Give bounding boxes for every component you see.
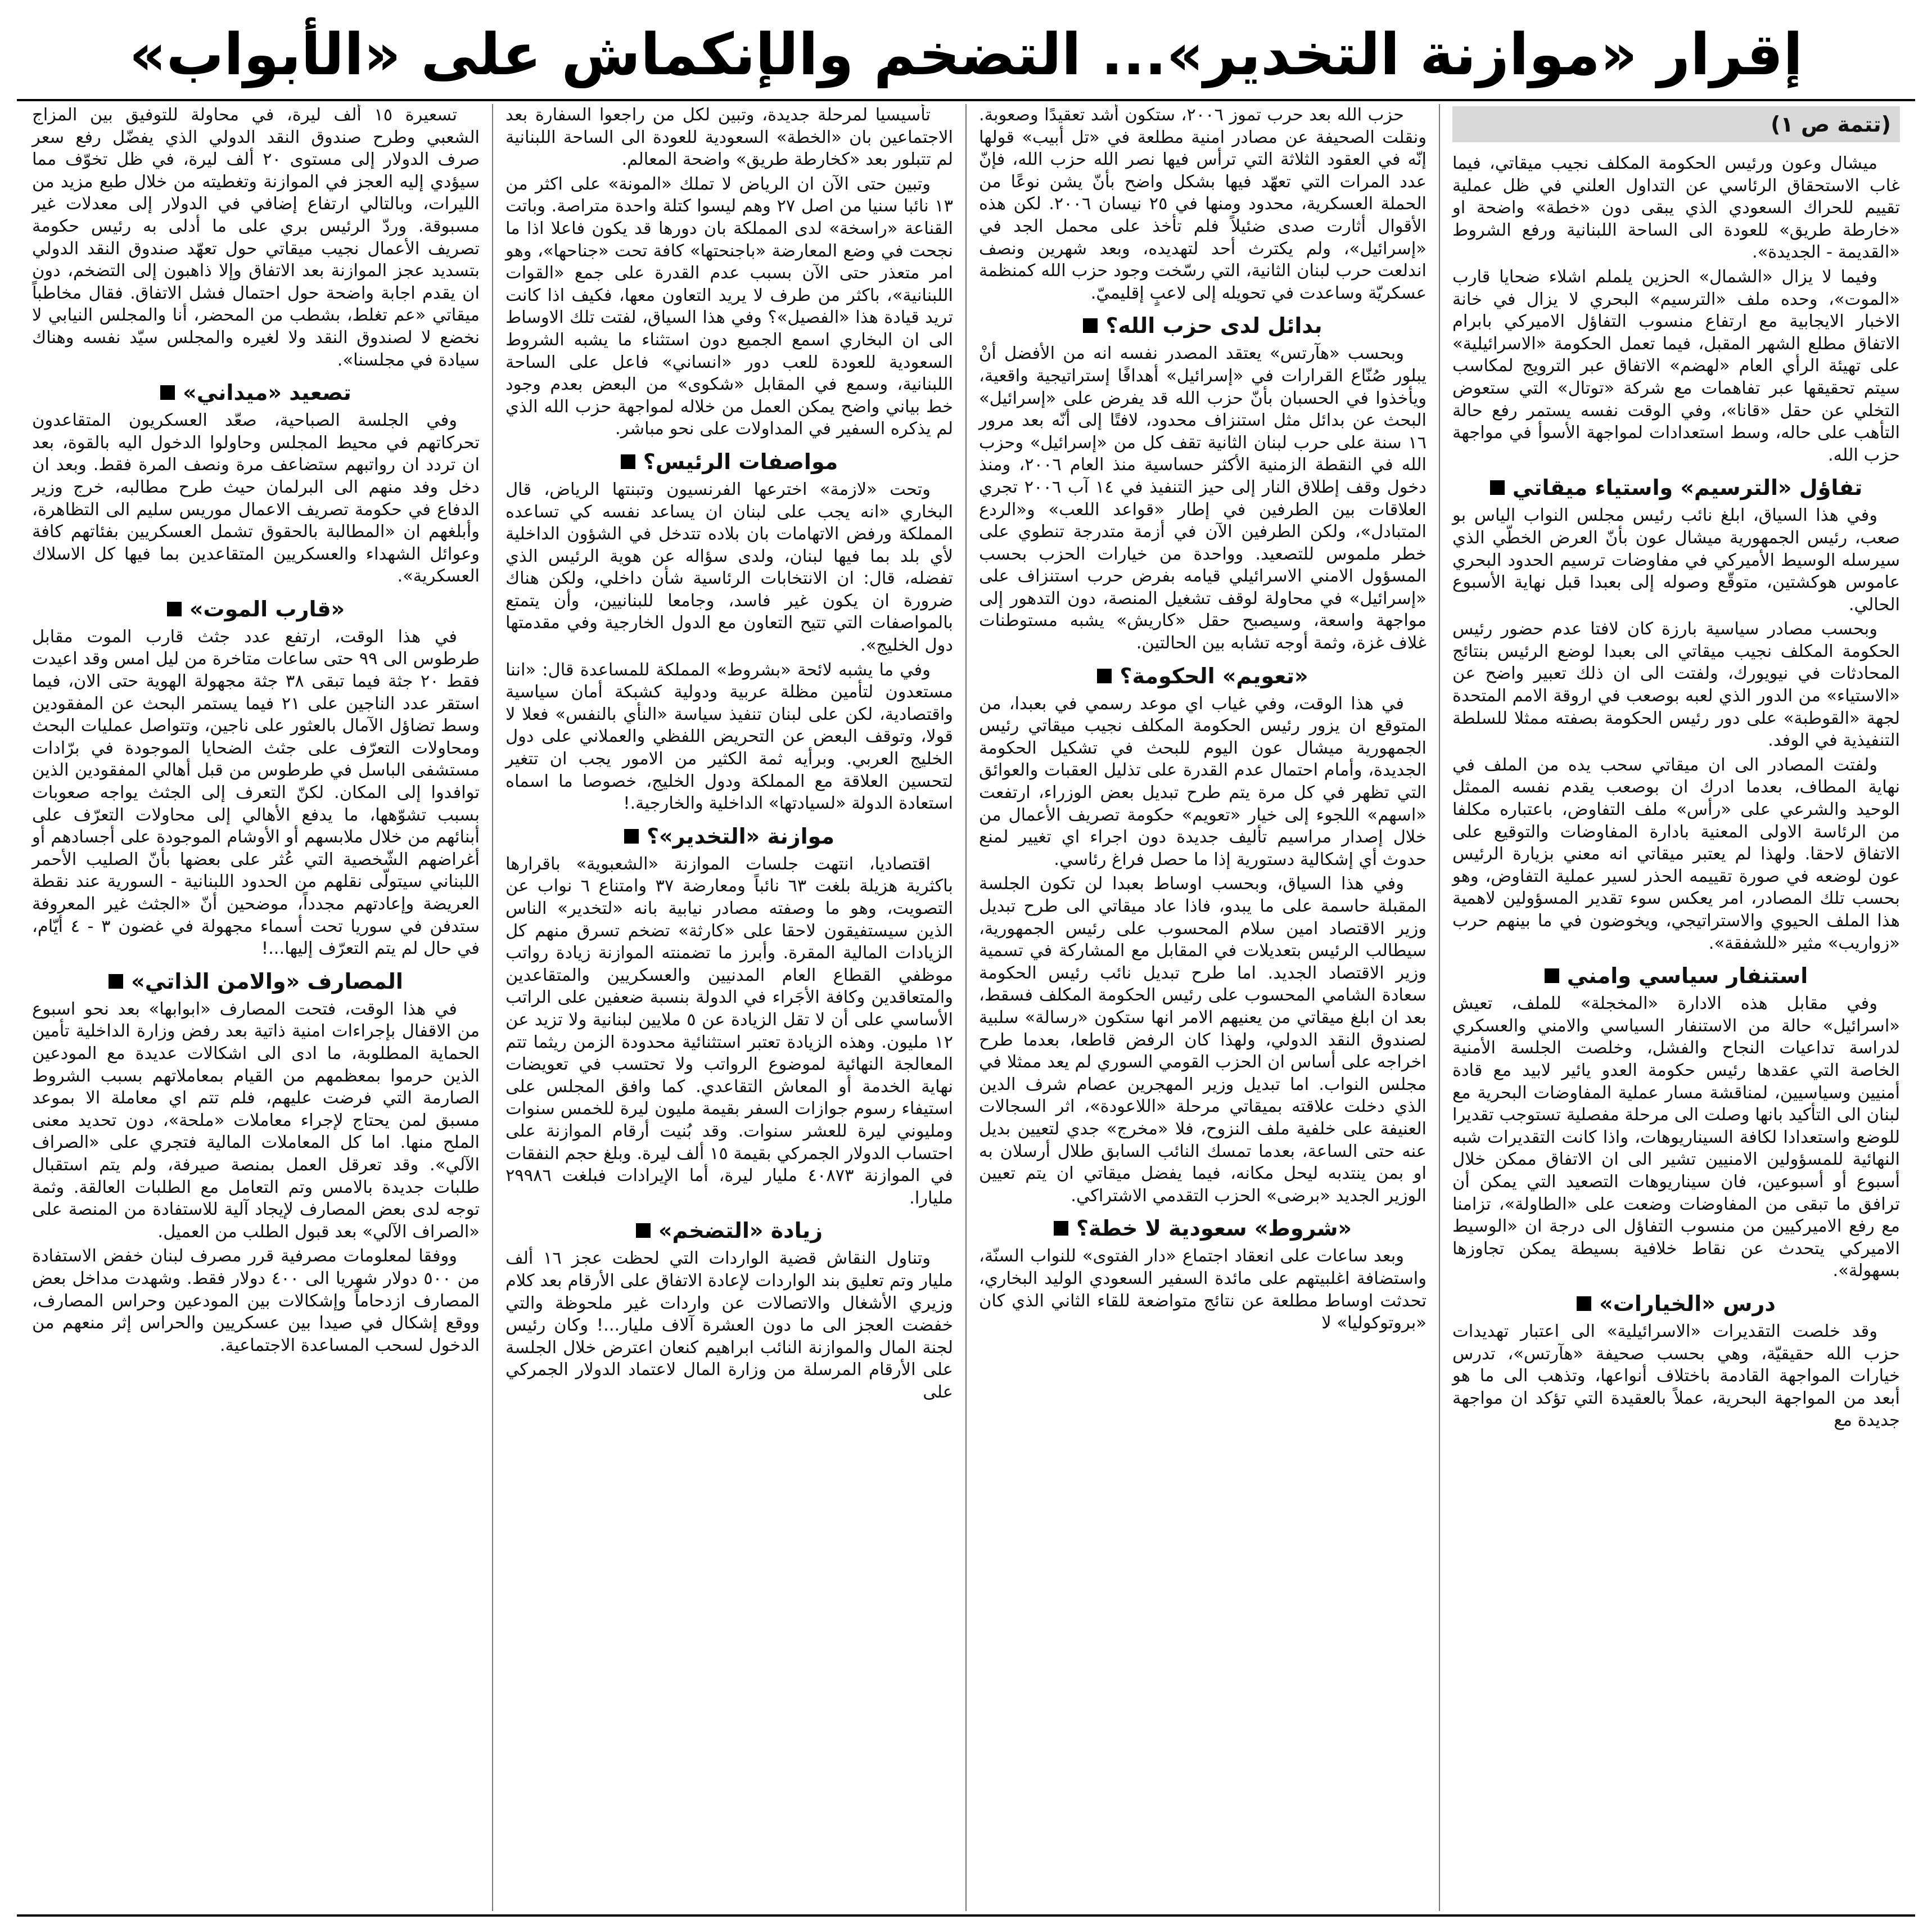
article-column-3 bbox=[492, 104, 965, 1911]
continuation-label: (تتمة ص ١) bbox=[1452, 106, 1900, 142]
subheading-text: زيادة «التضخم» bbox=[658, 1218, 823, 1243]
square-bullet-icon bbox=[1577, 1296, 1591, 1311]
square-bullet-icon bbox=[1054, 1221, 1068, 1236]
page-headline: إقرار «موازنة التخدير»... التضخم والإنكماش على «الأبواب» bbox=[129, 21, 1803, 88]
square-bullet-icon bbox=[636, 1223, 651, 1238]
article-paragraph: وفي هذا السياق، ابلغ نائب رئيس مجلس النواب الياس بو صعب، رئيس الجمهورية ميشال عون بأنّ العرض الخطّي الذي سيرسله الوسيط الأميركي في مفاوضات ترسيم الحدود البحري عاموس هوكشتين، متوقّع وصوله إلى بعبدا قبل نهاية الأسبوع الحالي. bbox=[1452, 506, 1900, 615]
subheading-text: استنفار سياسي وامني bbox=[1567, 963, 1808, 989]
article-paragraph: اقتصاديا، انتهت جلسات الموازنة «الشعبوية» باقرارها باكثرية هزيلة بلغت ٦٣ نائباً ومعارضة ٣٧ وامتناع ٦ نواب عن التصويت، وهو ما وصفته مصادر نيابية بانه «لتخدير» الناس الذين سيستفيقون لاحقا على «كارثة» تضخم تسرق منهم كل الزيادات المالية المقرة. وأبرز ما تضمنته الموازنة زيادة رواتب موظفي القطاع العام المدنيين والعسكريين والمتقاعدين والمتعاقدين وكافة الأجَراء في الدولة بنسبة ضعفين على الراتب الأساسي على أن لا تقل الزيادة عن ٥ ملايين لبنانية ولا تزيد عن ١٢ مليون. وهذه الزيادة تعتبر استثنائية محدودة الزمن ريثما تتم المعالجة النهائية لموضوع الرواتب ولا تحتسب في تعويضات نهاية الخدمة أو المعاش التقاعدي. كما وافق المجلس على استيفاء رسوم جوازات السفر بقيمة مليون ليرة للخمس سنوات ومليوني ليرة للعشر سنوات. وقد بُنيت أرقام الموازنة على احتساب الدولار الجمركي بقيمة ١٥ ألف ليرة. وبلغ حجم النفقات في الموازنة ٤٠٨٧٣ مليار ليرة، أما الإيرادات فبلغت ٢٩٩٨٦ مليارا. bbox=[505, 854, 953, 1208]
subheading-text: تفاؤل «الترسيم» واستياء ميقاتي bbox=[1512, 475, 1863, 501]
square-bullet-icon bbox=[624, 829, 639, 844]
article-paragraph: وتحت «لازمة» اخترعها الفرنسيون وتبنتها الرياض، قال البخاري «انه يجب على لبنان ان يساعد نفسه كي تساعده المملكة ورفض الاتهامات بان بلاده تتدخل في الشؤون الداخلية لأي بلد بما فيها لبنان، ولدى سؤاله عن هوية الرئيس الذي تفضله، قال: ان الانتخابات الرئاسية شأن داخلي، ولكن هناك ضرورة ان يكون غير فاسد، وجامعا للبنانيين، وأن يتمتع بالمواصفات التي تتيح التعاون مع الدول الخارجية وفي مقدمتها دول الخليج». bbox=[505, 479, 953, 656]
subheading-text: درس «الخيارات» bbox=[1599, 1291, 1776, 1316]
article-paragraph: وفي ما يشبه لائحة «بشروط» المملكة للمساعدة قال: «اننا مستعدون لتأمين مظلة عربية ودولية كشبكة أمان سياسية واقتصادية، لكن على لبنان تنفيذ سياسة «النأي بالنفس» فعلا لا قولا، وتوقف البعض عن التحريض اللفظي والعملاني على دول الخليج العربي. وبرأيه ثمة الكثير من الامور يجب ان تتغير لتحسين العلاقة مع المملكة ودول الخليج، خصوصا ما اسماه استعادة الدولة «لسيادتها» الداخلية والخارجية.! bbox=[505, 660, 953, 814]
subheading-text: مواصفات الرئيس؟ bbox=[643, 449, 838, 474]
section-subheading bbox=[505, 1218, 953, 1243]
article-paragraph: وبحسب «هآرتس» يعتقد المصدر نفسه انه من الأفضل أنْ يبلور صُنّاع القرارات في «إسرائيل» أهدافًا إستراتيجية واقعية، ويأخذوا في الحسبان بأنّ حزب الله قد يفرض على «إسرائيل» البحث عن بدائل مثل استنزاف محدود، لافتًا إلى أنّه بعد مرور ١٦ سنة على حرب لبنان الثانية تقف كل من «إسرائيل» وحزب الله في النقطة الزمنية الأكثر حساسية منذ العام ٢٠٠٦، ومنذ دخول وقف إطلاق النار إلى حيز التنفيذ في ١٤ آب ٢٠٠٦ تجري العلاقات بين الطرفين في إطار «قواعد اللعب» و«الردع المتبادل»، ولكن الطرفين الآن في أزمة متدرجة تنطوي على خطر ملموس للتصعيد. وواحدة من خيارات الحزب بحسب المسؤول الامني الاسرائيلي قيامه بفرض حرب استنزاف على «إسرائيل» في محاولة لوقف تشغيل المنصة، دون التدهور إلى مواجهة واسعة، وسيصبح حقل «كاريش» يشبه مستوطنات غلاف غزة، وثمة أوجه تشابه بين الحالتين. bbox=[979, 344, 1427, 653]
square-bullet-icon bbox=[109, 974, 123, 989]
section-subheading bbox=[32, 597, 480, 621]
article-paragraph: وفي هذا السياق، وبحسب اوساط بعبدا لن تكون الجلسة المقبلة حاسمة على ما يبدو، فاذا عاد ميقاتي الى طرح تبديل وزير الاقتصاد امين سلام المحسوب على رئيس الجمهورية، سيطالب الرئيس بتعديلات في المقابل مع المشاركة في تسمية وزير الاقتصاد الجديد. اما طرح تبديل نائب رئيس الحكومة سعادة الشامي المحسوب على رئيس الحكومة المكلف فسقط، بعد ان ابلغ ميقاتي من يعنيهم الامر انها ستكون «رسالة» سلبية لصندوق النقد الدولي، ولهذا كان الرفض قاطعا، بعدما طرح اخراجه على أساس ان الحزب القومي السوري لم يعد ممثلا في مجلس النواب. اما تبديل وزير المهجرين عصام شرف الدين الذي دخلت علاقته بميقاتي مرحلة «اللاعودة»، اثر السجالات العنيفة على خلفية ملف النزوح، فلا «مخرج» جدي لتعيين بديل عنه حتى الساعة، بعدما تمسك النائب السابق طلال أرسلان به او بمن ينتدبه ليحل مكانه، فيما يفضل ميقاتي ان يتم تعيين الوزير الجديد «برضى» الحزب التقدمي الاشتراكي. bbox=[979, 874, 1427, 1206]
section-subheading bbox=[1452, 475, 1900, 500]
subheading-text: المصارف «والامن الذاتي» bbox=[131, 968, 403, 994]
square-bullet-icon bbox=[1490, 480, 1505, 495]
section-subheading bbox=[505, 824, 953, 849]
section-subheading bbox=[1452, 1291, 1900, 1316]
section-subheading bbox=[979, 1216, 1427, 1241]
square-bullet-icon bbox=[1083, 318, 1098, 333]
section-subheading bbox=[979, 313, 1427, 338]
article-paragraph: وقد خلصت التقديرات «الاسرائيلية» الى اعتبار تهديدات حزب الله حقيقيّة، وهي بحسب صحيفة «هآرتس»، تدرس خيارات المواجهة القادمة باختلاف أنواعها، وتذهب الى ما هو أبعد من المواجهة البحرية، عملاً بالعقيدة التي تؤكد ان مواجهة جديدة مع bbox=[1452, 1321, 1900, 1431]
section-subheading bbox=[32, 380, 480, 405]
article-paragraph: في هذا الوقت، فتحت المصارف «ابوابها» بعد نحو اسبوع من الاقفال بإجراءات امنية ذاتية بعد رفض وزارة الداخلية تأمين الحماية المطلوبة، ما ادى الى اشكالات عديدة مع المودعين الذين حرموا بمعظمهم من القيام بمعاملاتهم بسبب الشروط الصارمة التي فرضت عليهم، فلم تتم اي معاملة الا بموعد مسبق لمن يحتاج لإجراء معاملات «ملحة»، دون تحديد معنى الملح منها. اما كل المعاملات المالية فتجري على «الصراف الآلي». وقد تعرقل العمل بمنصة صيرفة، ولم يتم استقبال طلبات جديدة بالامس وتم التعامل مع الطلبات العالقة. وثمة توجه لدى بعض المصارف لإيجاد آلية للاستفادة من المنصة على «الصراف الآلي» بعد قبول الطلب من العميل. bbox=[32, 999, 480, 1242]
article-paragraph: وبعد ساعات على انعقاد اجتماع «دار الفتوى» للنواب السنّة، واستضافة اغلبيتهم على مائدة السفير السعودي الوليد البخاري، تحدثت اوساط مطلعة عن نتائج متواضعة للقاء الثاني الذي كان «بروتوكوليا» لا bbox=[979, 1246, 1427, 1333]
article-paragraph: حزب الله بعد حرب تموز ٢٠٠٦، ستكون أشد تعقيدًا وصعوبة. ونقلت الصحيفة عن مصادر امنية مطلعة في «تل أبيب» قولها إنّه في العقود الثلاثة التي ترأس فيها نصر الله حزب الله، فإنّ عدد المرات التي تعهّد فيها بشكل واضح بأنّ يشن نوعًا من الحملة العسكرية، محدود ومنها في ٢٥ نيسان ٢٠٠٦. لكن هذه الأقوال أثارت صدى ضئيلاً فلم تأخذ على محمل الجد في «إسرائيل»، ولم يكترث أحد لتهديده، وبعد شهرين ونصف اندلعت حرب لبنان الثانية، التي رسّخت وجود حزب الله كمنظمة عسكريّة وساعدت في تحويله إلى لاعبٍ إقليميّ. bbox=[979, 105, 1427, 303]
article-paragraph: وفي الجلسة الصباحية، صعّد العسكريون المتقاعدون تحركاتهم في محيط المجلس وحاولوا الدخول اليه بالقوة، بعد ان تردد ان رواتبهم ستضاعف مرة ونصف المرة فقط. وبعد ان دخل وفد منهم الى البرلمان حيث طرح مطالبه، خرج وزير الدفاع في حكومة تصريف الاعمال موريس سليم الى التظاهرة، وأبلغهم ان «المطالبة بالحقوق تشمل العسكريين بفئاتهم كافة وعوائل الشهداء والعسكريين المتقاعدين بما فيها كل الاسلاك العسكرية». bbox=[32, 411, 480, 587]
article-paragraph: وفيما لا يزال «الشمال» الحزين يلملم اشلاء ضحايا قارب «الموت»، وحده ملف «الترسيم» البحري لا يزال في خانة الاخبار الايجابية مع ارتفاع منسوب التفاؤل الاميركي بابرام الاتفاق مطلع الشهر المقبل، فيما تعمل الحكومة «الاسرائيلية» على تهيئة الرأي العام «لهضم» الاتفاق عبر الترويج لمكاسب سيتم تحقيقها عبر تفاهمات مع شركة «توتال» التي ستعوض التخلي عن حقل «قانا»، وفي الوقت نفسه يستمر رفع حالة التأهب على حاله، وسط استعدادات لمواجهة الأسوأ في مواجهة حزب الله. bbox=[1452, 267, 1900, 465]
subheading-text: «قارب الموت» bbox=[189, 596, 345, 621]
section-subheading bbox=[32, 969, 480, 994]
subheading-text: بدائل لدى حزب الله؟ bbox=[1105, 313, 1322, 339]
subheading-text: «شروط» سعودية لا خطة؟ bbox=[1076, 1216, 1352, 1241]
square-bullet-icon bbox=[1545, 968, 1559, 983]
article-columns bbox=[20, 104, 1912, 1911]
section-subheading bbox=[979, 664, 1427, 688]
article-paragraph: في هذا الوقت، ارتفع عدد جثث قارب الموت مقابل طرطوس الى ٩٩ حتى ساعات متاخرة من ليل امس وقد اعيدت فقط ٢٠ جثة فيما تبقى ٣٨ جثة مجهولة الهوية حتى الان، فيما استقر عدد الناجين على ٢١ فيما يستمر البحث عن المفقودين وسط تضاؤل الآمال بالعثور على ناجين، وتتواصل عمليات البحث ومحاولات التعرّف على جثث الضحايا الموجودة في برّادات مستشفى الباسل في طرطوس من قبل أهالي المفقودين الذين توافدوا إلى المكان. لكنّ التعرف إلى الجثث يواجه صعوبات بسبب تشوّهها، ما يدفع الأهالي إلى محاولات التعرّف على أبنائهم من خلال ملابسهم أو الأوشام الموجودة على أجسادهم أو أغراضهم الشّخصية التي عُثر على بعضها بأنّ الصليب الأحمر اللبناني سيتولّى نقلهم من الحدود اللبنانية - السورية عند نقطة العريضة وإعادتهم مجدداً، موضحين أنّ «الجثث غير المعروفة ستدفن في سوريا تحت أسماء مجهولة في غضون ٣ - ٤ أيّام، في حال لم يتم التعرّف إليها...! bbox=[32, 627, 480, 959]
article-column-4 bbox=[20, 104, 492, 1911]
article-paragraph: ميشال وعون ورئيس الحكومة المكلف نجيب ميقاتي، فيما غاب الاستحقاق الرئاسي عن التداول العلني في ظل عملية تقييم للحراك السعودي الذي يبقى دون «خطة» واضحة او «خارطة طريق» للعودة الى الساحة اللبنانية ورفع الشروط «القديمة - الجديدة». bbox=[1452, 154, 1900, 263]
article-paragraph: تسعيرة ١٥ ألف ليرة، في محاولة للتوفيق بين المزاج الشعبي وطرح صندوق النقد الدولي الذي يفضّل رفع سعر صرف الدولار إلى مستوى ٢٠ ألف ليرة، في ظل تخوّف مما سيؤدي إليه العجز في الموازنة وتغطيته من خلال طبع مزيد من الليرات، وبالتالي ارتفاع إضافي في الدولار إلى معدلات غير مسبوقة. وردّ الرئيس بري على ما أدلى به رئيس حكومة تصريف الأعمال نجيب ميقاتي حول تعهّد صندوق النقد الدولي بتسديد عجز الموازنة بعد الاتفاق وإلا ذاهبون إلى التضخم، دون ان يقدم اجابة واضحة حول احتمال فشل الاتفاق. فقال مخاطباً ميقاتي «عم تغلط، بشطب من المحضر، أنا والمجلس النيابي لا نخضع لا لصندوق النقد ولا لغيره والمجلس سيّد نفسه وهناك سيادة في مجلسنا». bbox=[32, 105, 480, 370]
article-paragraph: في هذا الوقت، وفي غياب اي موعد رسمي في بعبدا، من المتوقع ان يزور رئيس الحكومة المكلف نجيب ميقاتي رئيس الجمهورية ميشال عون اليوم للبحث في تشكيل الحكومة الجديدة، وأمام احتمال عدم القدرة على تذليل العقبات والعوائق التي تظهر في كل مرة يتم طرح تبديل بعض الوزراء، ارتفعت «اسهم» اللجوء إلى خيار «تعويم» حكومة تصريف الأعمال من خلال إصدار مراسيم تأليف جديدة دون اجراء اي تغيير لمنع حدوث أي إشكالية دستورية إذا ما حصل فراغ رئاسي. bbox=[979, 693, 1427, 869]
subheading-text: موازنة «التخدير»؟ bbox=[647, 823, 834, 849]
section-subheading bbox=[505, 449, 953, 474]
square-bullet-icon bbox=[167, 602, 182, 616]
headline-rule bbox=[17, 99, 1915, 101]
subheading-text: تصعيد «ميداني» bbox=[183, 380, 351, 405]
article-column-1 bbox=[1439, 104, 1912, 1911]
article-column-2 bbox=[965, 104, 1439, 1911]
article-paragraph: وتناول النقاش قضية الواردات التي لحظت عجز ١٦ ألف مليار وتم تعليق بند الواردات لإعادة الاتفاق على الأرقام بعد كلام وزيري الأشغال والاتصالات عن واردات غير ملحوظة والتي خفضت العجز الى ما دون العشرة آلاف مليار...! وكان رئيس لجنة المال والموازنة النائب ابراهيم كنعان اعترض خلال الجلسة على الأرقام المرسلة من وزارة المال لاعتماد الدولار الجمركي على bbox=[505, 1249, 953, 1402]
square-bullet-icon bbox=[160, 385, 175, 400]
square-bullet-icon bbox=[621, 454, 635, 469]
bottom-rule bbox=[17, 1914, 1915, 1917]
article-paragraph: وبحسب مصادر سياسية بارزة كان لافتا عدم حضور رئيس الحكومة المكلف نجيب ميقاتي الى بعبدا لوضع الرئيس بنتائج المحادثات في نيويورك، ولفتت الى ان ذلك تعبير واضح عن «الاستياء» من الدور الذي لعبه بوصعب في اروقة الامم المتحدة لجهة «القوطبة» على دور رئيس الحكومة بصفته ممثلا للسلطة التنفيذية في الوفد. bbox=[1452, 619, 1900, 751]
square-bullet-icon bbox=[1097, 669, 1112, 683]
article-paragraph: ووفقا لمعلومات مصرفية قرر مصرف لبنان خفض الاستفادة من ٥٠٠ دولار شهريا الى ٤٠٠ دولار فقط. وشهدت مداخل بعض المصارف ازدحاماً وإشكالات بين المودعين وحراس المصارف، ووقع إشكال في صيدا بين عسكريين والحراس إثر منعهم من الدخول لسحب المساعدة الاجتماعية. bbox=[32, 1246, 480, 1355]
article-paragraph: وتبين حتى الآن ان الرياض لا تملك «المونة» على اكثر من ١٣ نائبا سنيا من اصل ٢٧ وهم ليسوا كتلة واحدة متراصة. وباتت القناعة «راسخة» لدى المملكة بان دورها قد يكون فاعلا اذا ما نجحت في وضع المعارضة «باجنحتها» كافة تحت «جناحها»، وهو امر متعذر حتى الآن بسبب عدم القدرة على جمع «القوات اللبنانية»، باكثر من طرف لا يريد التعاون معها، فكيف اذا كانت تريد قيادة هذا «الفصيل»؟ وفي هذا السياق، لفتت تلك الاوساط الى ان البخاري اسمع الجميع دون استثناء ما يشبه الشروط السعودية للعودة للعب دور «انساني» فاعل على الساحة اللبنانية، وسمع في المقابل «شكوى» من البعض بعدم وجود خط بياني واضح يمكن العمل من خلاله لمواجهة حزب الله الذي لم يذكره السفير في المداولات على نحو مباشر. bbox=[505, 174, 953, 439]
article-paragraph: تأسيسيا لمرحلة جديدة، وتبين لكل من راجعوا السفارة بعد الاجتماعين بان «الخطة» السعودية للعودة الى الساحة اللبنانية لم تتبلور بعد «كخارطة طريق» واضحة المعالم. bbox=[505, 105, 953, 170]
subheading-text: «تعويم» الحكومة؟ bbox=[1120, 663, 1308, 688]
article-paragraph: وفي مقابل هذه الادارة «المخجلة» للملف، تعيش «اسرائيل» حالة من الاستنفار السياسي والامني والعسكري لدراسة تداعيات النجاح والفشل، وخلصت الجلسة الأمنية الخاصة التي عقدها رئيس حكومة العدو يائير لابيد مع قادة أمنيين وسياسيين، لمناقشة مسار عملية المفاوضات البحرية مع لبنان الى التأكيد بانها وصلت الى مرحلة مفصلية تستوجب تقديرا للوضع واستعدادا لكافة السيناريوهات، واذا كانت التقديرات شبه النهائية للمسؤولين الامنيين تشير الى ان الاتفاق ممكن خلال أسبوع أو أسبوعين، فان سيناريوهات التصعيد التي يمكن أن ترافق ما تبقى من المفاوضات وضعت على «الطاولة»، تزامنا مع رفع الاميركيين من منسوب التفاؤل الى درجة ان «الوسيط الاميركي يتحدث عن نقاط خلافية بسيطة يمكن تجاوزها بسهولة». bbox=[1452, 994, 1900, 1281]
section-subheading bbox=[1452, 963, 1900, 988]
article-paragraph: ولفتت المصادر الى ان ميقاتي سحب يده من الملف في نهاية المطاف، بعدما ادرك ان بوصعب يقدم نفسه الممثل الوحيد والشرعي على «رأس» ملف التفاوض، باعتباره مكلفا من الرئاسة الاولى المعنية بادارة المفاوضات والتوقيع على الاتفاق لاحقا. ولهذا لم يعتبر ميقاتي انه معني بزيارة الرئيس عون لوضعه في صورة تقييمه الحذر لسير عملية التفاوض، وهو بحسب تلك المصادر، امر يعكس سوء تقدير المسؤولين لاهمية هذا الملف الحيوي والاستراتيجي، ويخوضون في ما بينهم حرب «زواريب» مثير «للشفقة». bbox=[1452, 755, 1900, 953]
